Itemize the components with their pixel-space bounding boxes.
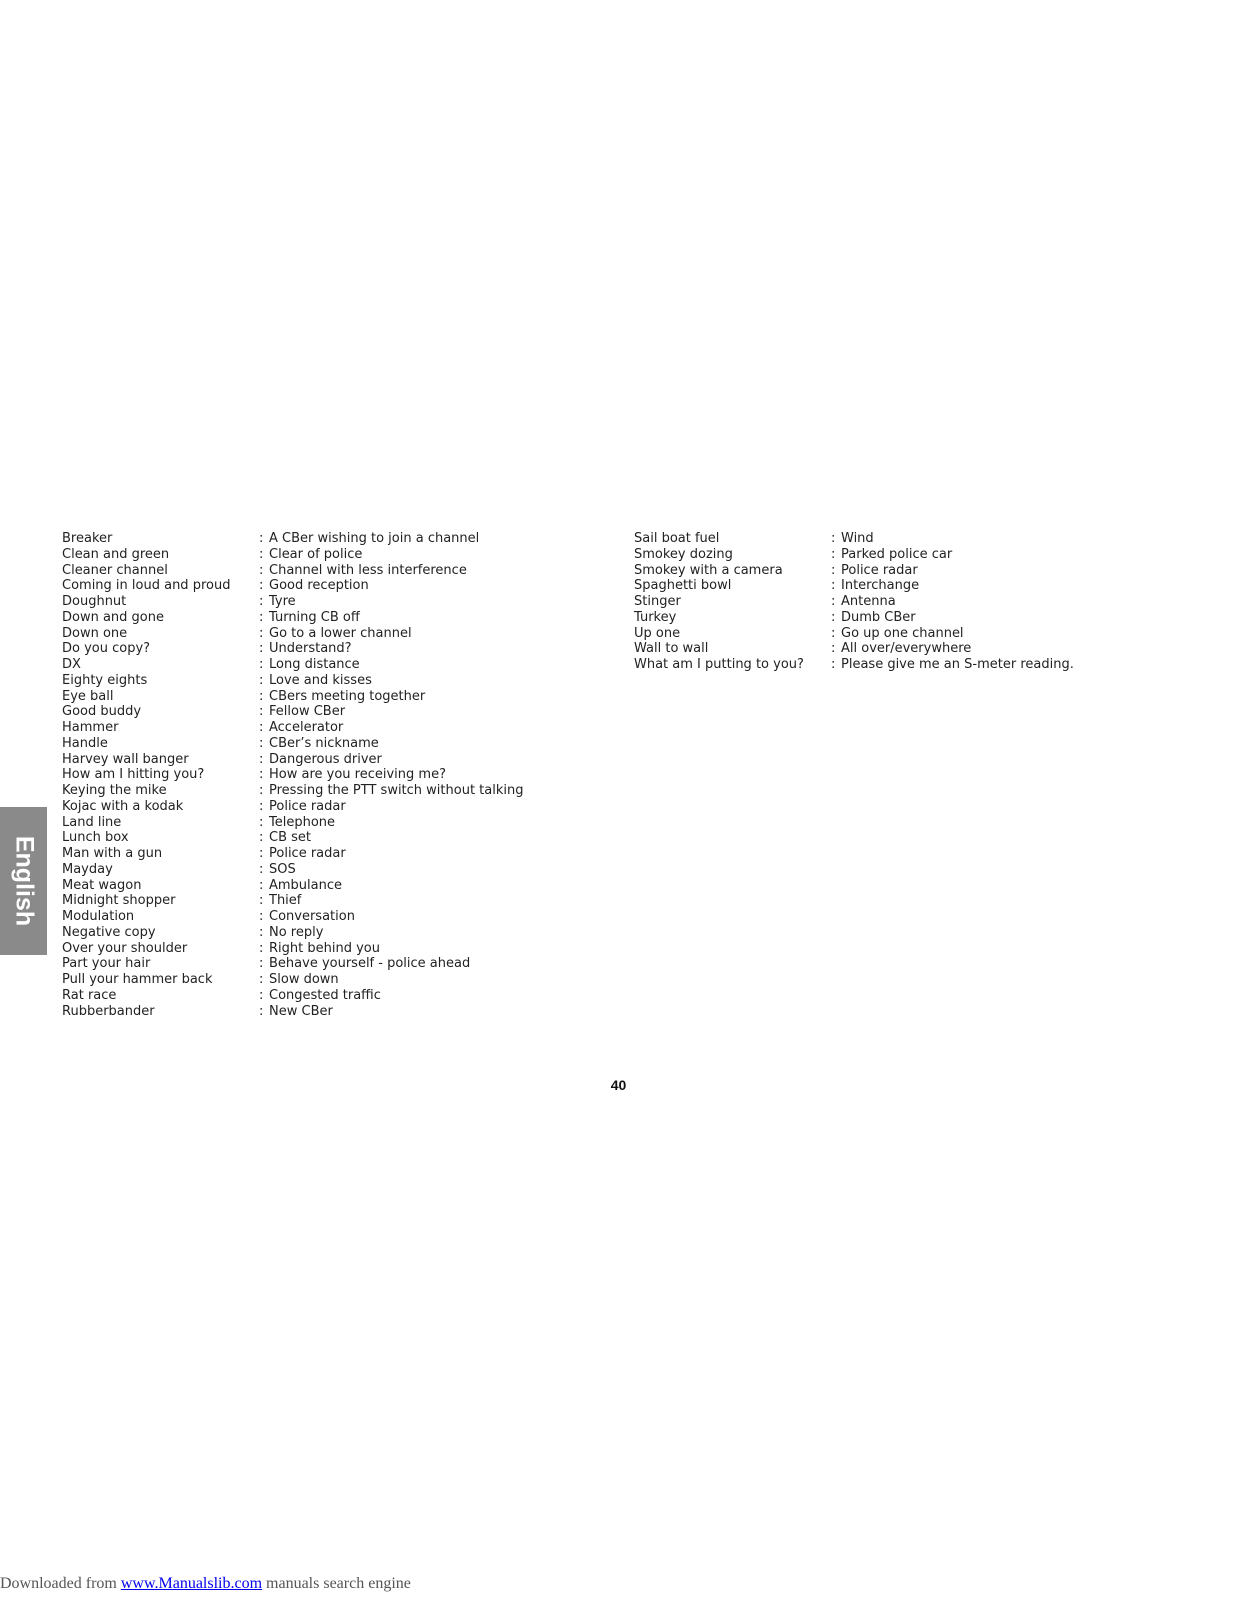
glossary-definition: Pressing the PTT switch without talking [269, 783, 524, 798]
glossary-entry [62, 720, 523, 736]
glossary-entry [62, 594, 523, 610]
glossary-definition: Please give me an S-meter reading. [841, 657, 1074, 672]
footer-prefix: Downloaded from [0, 1575, 121, 1592]
glossary-definition: Wind [841, 531, 874, 546]
glossary-entry [62, 783, 523, 799]
glossary-definition: A CBer wishing to join a channel [269, 531, 480, 546]
language-tab-label: English [10, 835, 38, 927]
glossary-definition: How are you receiving me? [269, 767, 446, 783]
glossary-separator: : [259, 909, 264, 924]
glossary-entry [62, 767, 523, 783]
glossary-separator: : [259, 877, 264, 893]
glossary-definition: Congested traffic [269, 987, 381, 1003]
glossary-definition: Antenna [841, 594, 896, 609]
glossary-definition: Go up one channel [841, 625, 964, 641]
glossary-entry [62, 563, 523, 579]
glossary-term: Kojac with a kodak [62, 798, 184, 814]
glossary-term: Down and gone [62, 609, 165, 625]
glossary-separator: : [259, 987, 264, 1003]
footer-suffix: manuals search engine [262, 1575, 411, 1592]
glossary-definition: CBer’s nickname [269, 735, 379, 751]
glossary-entry [62, 641, 523, 657]
manualslib-link[interactable]: www.Manualslib.com [120, 1575, 263, 1592]
glossary-term: Sail boat fuel [634, 531, 720, 546]
glossary-entry [62, 846, 523, 862]
glossary-entry [634, 531, 1074, 547]
glossary-term: Over your shoulder [62, 940, 188, 956]
glossary-entry [62, 752, 523, 768]
glossary-entry [62, 878, 523, 894]
glossary-term: Meat wagon [62, 877, 142, 893]
glossary-separator: : [259, 940, 264, 956]
glossary-separator: : [259, 657, 264, 672]
glossary-entry [62, 736, 523, 752]
download-footer [0, 1575, 411, 1593]
glossary-term: Handle [62, 735, 108, 751]
glossary-definition: Slow down [269, 972, 339, 987]
glossary-separator: : [831, 531, 836, 546]
glossary-separator: : [259, 609, 264, 625]
glossary-separator: : [259, 814, 264, 830]
glossary-separator: : [259, 751, 264, 767]
glossary-entry [62, 909, 523, 925]
glossary-entry [62, 578, 523, 594]
glossary-term: Eighty eights [62, 672, 148, 688]
glossary-definition: SOS [269, 861, 296, 877]
glossary-definition: Interchange [841, 578, 920, 594]
glossary-separator: : [259, 704, 264, 720]
glossary-term: Hammer [62, 720, 119, 735]
glossary-definition: Good reception [269, 578, 369, 594]
glossary-definition: Channel with less interference [269, 562, 467, 578]
glossary-entry [634, 610, 1074, 626]
glossary-term: Part your hair [62, 956, 151, 972]
glossary-term: Eye ball [62, 688, 114, 704]
glossary-separator: : [259, 1003, 264, 1019]
glossary-column-right [634, 531, 1074, 673]
glossary-term: Land line [62, 814, 122, 830]
glossary-separator: : [831, 625, 836, 641]
glossary-entry [62, 531, 523, 547]
glossary-term: Cleaner channel [62, 562, 168, 578]
glossary-term: DX [62, 657, 81, 672]
glossary-term: Midnight shopper [62, 893, 176, 909]
glossary-term: Down one [62, 625, 128, 641]
glossary-entry [62, 799, 523, 815]
glossary-entry [62, 704, 523, 720]
glossary-definition: Go to a lower channel [269, 625, 412, 641]
glossary-separator: : [831, 578, 836, 594]
glossary-term: Good buddy [62, 704, 142, 720]
glossary-definition: Right behind you [269, 940, 380, 956]
glossary-separator: : [259, 720, 264, 735]
glossary-definition: New CBer [269, 1003, 333, 1019]
glossary-separator: : [259, 672, 264, 688]
glossary-separator: : [259, 641, 264, 657]
glossary-entry [634, 563, 1074, 579]
glossary-separator: : [259, 531, 264, 546]
glossary-term: Coming in loud and proud [62, 578, 231, 594]
glossary-definition: Behave yourself - police ahead [269, 956, 471, 972]
glossary-definition: Conversation [269, 909, 355, 924]
glossary-separator: : [831, 641, 836, 657]
glossary-definition: Clear of police [269, 546, 363, 562]
glossary-definition: Police radar [841, 562, 918, 578]
glossary-term: Turkey [634, 609, 677, 625]
glossary-entry [62, 956, 523, 972]
glossary-separator: : [259, 861, 264, 877]
glossary-term: Breaker [62, 531, 113, 546]
glossary-entry [634, 547, 1074, 563]
glossary-term: Harvey wall banger [62, 751, 189, 767]
glossary-separator: : [831, 594, 836, 609]
glossary-term: Modulation [62, 909, 135, 924]
glossary-separator: : [259, 625, 264, 641]
glossary-term: Spaghetti bowl [634, 578, 732, 594]
glossary-term: Keying the mike [62, 783, 167, 798]
glossary-term: Smokey dozing [634, 546, 733, 562]
glossary-separator: : [259, 893, 264, 909]
glossary-definition: Parked police car [841, 546, 953, 562]
glossary-definition: Dangerous driver [269, 751, 382, 767]
glossary-term: Rat race [62, 987, 117, 1003]
glossary-term: Man with a gun [62, 846, 163, 861]
glossary-entry [62, 941, 523, 957]
glossary-entry [62, 815, 523, 831]
glossary-term: Doughnut [62, 594, 127, 609]
glossary-separator: : [259, 972, 264, 987]
language-tab [0, 807, 47, 955]
glossary-term: Do you copy? [62, 641, 151, 657]
glossary-definition: CB set [269, 830, 311, 846]
glossary-definition: Understand? [269, 641, 352, 657]
glossary-entry [62, 925, 523, 941]
glossary-definition: Thief [269, 893, 302, 909]
glossary-entry [62, 862, 523, 878]
glossary-definition: Tyre [269, 594, 296, 609]
glossary-separator: : [259, 688, 264, 704]
glossary-separator: : [259, 735, 264, 751]
glossary-entry [62, 689, 523, 705]
glossary-entry [62, 972, 523, 988]
glossary-entry [634, 641, 1074, 657]
glossary-definition: Accelerator [269, 720, 344, 735]
glossary-definition: Long distance [269, 657, 360, 672]
glossary-entry [62, 1004, 523, 1020]
glossary-term: Up one [634, 625, 681, 641]
glossary-definition: Dumb CBer [841, 609, 916, 625]
glossary-separator: : [259, 767, 264, 783]
glossary-definition: Telephone [269, 814, 336, 830]
glossary-term: Mayday [62, 861, 113, 877]
glossary-column-left [62, 531, 523, 1019]
page-number: 40 [610, 1077, 627, 1093]
glossary-definition: Love and kisses [269, 672, 372, 688]
glossary-separator: : [259, 830, 264, 846]
glossary-entry [62, 830, 523, 846]
glossary-separator: : [259, 578, 264, 594]
glossary-separator: : [831, 546, 836, 562]
glossary-separator: : [259, 594, 264, 609]
glossary-term: What am I putting to you? [634, 657, 804, 672]
glossary-entry [634, 578, 1074, 594]
glossary-term: Lunch box [62, 830, 129, 846]
glossary-definition: No reply [269, 924, 324, 940]
glossary-term: Stinger [634, 594, 681, 609]
glossary-entry [634, 594, 1074, 610]
glossary-term: Pull your hammer back [62, 972, 213, 987]
glossary-separator: : [259, 956, 264, 972]
glossary-definition: Turning CB off [269, 609, 360, 625]
glossary-term: Wall to wall [634, 641, 709, 657]
glossary-entry [62, 547, 523, 563]
glossary-definition: Ambulance [269, 877, 343, 893]
glossary-entry [62, 610, 523, 626]
glossary-term: Negative copy [62, 924, 156, 940]
glossary-term: Rubberbander [62, 1003, 155, 1019]
glossary-term: Smokey with a camera [634, 562, 783, 578]
glossary-definition: Fellow CBer [269, 704, 346, 720]
glossary-term: Clean and green [62, 546, 170, 562]
glossary-entry [62, 893, 523, 909]
glossary-definition: CBers meeting together [269, 688, 426, 704]
glossary-separator: : [831, 562, 836, 578]
glossary-definition: Police radar [269, 846, 346, 861]
glossary-entry [634, 626, 1074, 642]
glossary-definition: Police radar [269, 798, 346, 814]
glossary-definition: All over/everywhere [841, 641, 972, 657]
glossary-separator: : [259, 798, 264, 814]
glossary-entry [634, 657, 1074, 673]
glossary-separator: : [259, 562, 264, 578]
glossary-separator: : [259, 846, 264, 861]
glossary-separator: : [259, 546, 264, 562]
glossary-term: How am I hitting you? [62, 767, 205, 783]
glossary-separator: : [259, 783, 264, 798]
glossary-entry [62, 657, 523, 673]
glossary-entry [62, 988, 523, 1004]
glossary-entry [62, 626, 523, 642]
glossary-separator: : [831, 609, 836, 625]
glossary-separator: : [259, 924, 264, 940]
glossary-entry [62, 673, 523, 689]
glossary-separator: : [831, 657, 836, 672]
